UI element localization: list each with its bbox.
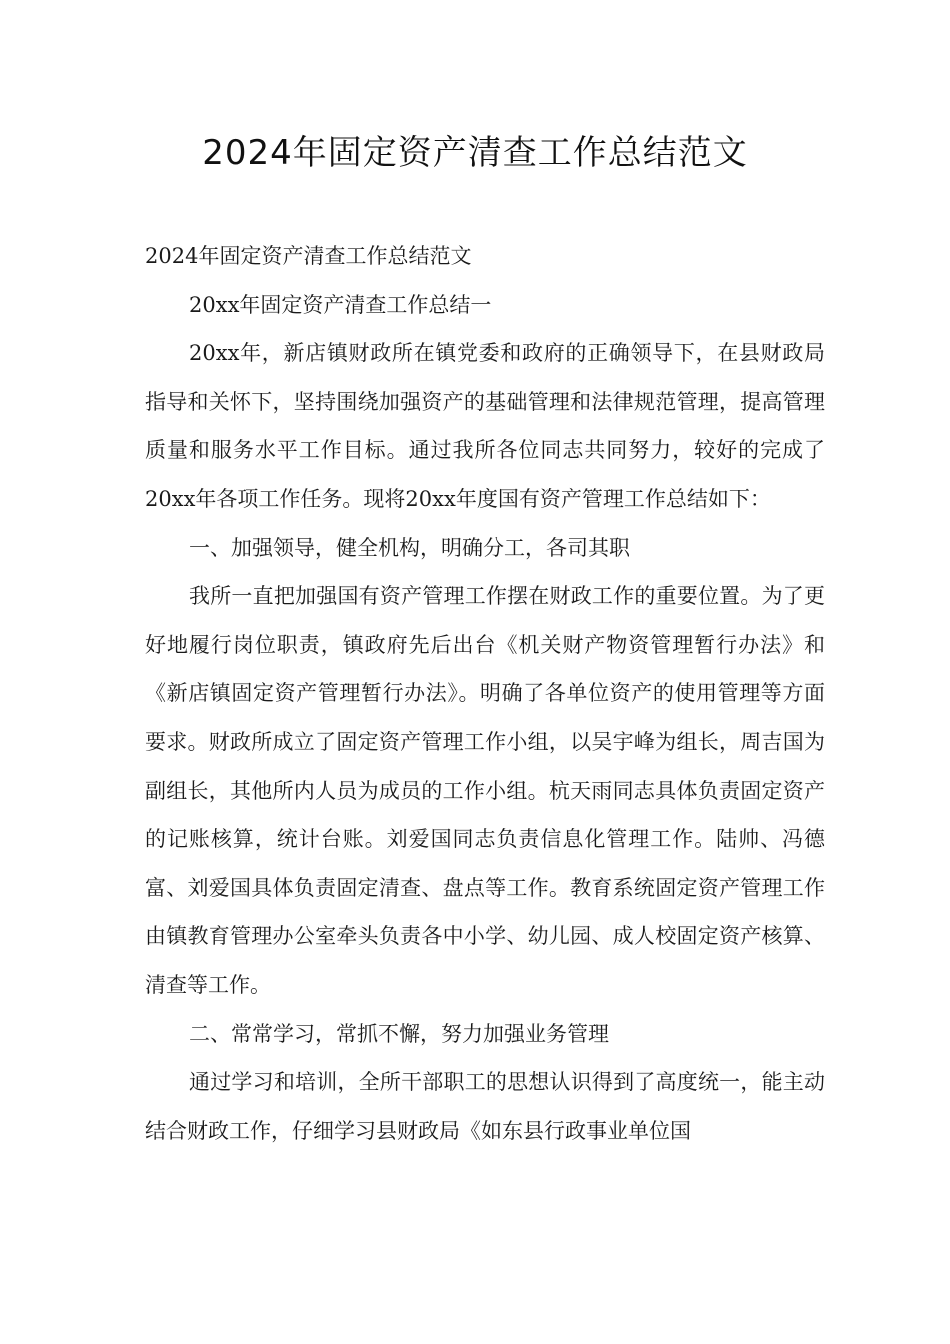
paragraph-heading-1: 一、加强领导，健全机构，明确分工，各司其职 [189,535,630,560]
document-title: 2024年固定资产清查工作总结范文 [202,133,748,173]
paragraph-heading-2: 二、常常学习，常抓不懈，努力加强业务管理 [189,1021,609,1046]
document-body [145,232,825,1155]
paragraph-section-heading: 20xx年固定资产清查工作总结一 [189,292,492,317]
paragraph: 我所一直把加强国有资产管理工作摆在财政工作的重要位置。为了更好地履行岗位职责，镇政府先后出台《机关财产物资管理暂行办法》和《新店镇固定资产管理暂行办法》。明确了各单位资产的使用管理等方面要求。财政所成立了固定资产管理工作小组，以吴宇峰为组长，周吉国为副组长，其他所内人员为成员的工作小组。杭天雨同志具体负责固定资产的记账核算，统计台账。刘爱国同志负责信息化管理工作。陆帅、冯德富、刘爱国具体负责固定清查、盘点等工作。教育系统固定资产管理工作由镇教育管理办公室牵头负责各中小学、幼儿园、成人校固定资产核算、清查等工作。 [145,584,825,997]
paragraph: 20xx年，新店镇财政所在镇党委和政府的正确领导下，在县财政局指导和关怀下，坚持围绕加强资产的基础管理和法律规范管理，提高管理质量和服务水平工作目标。通过我所各位同志共同努力，较好的完成了20xx年各项工作任务。现将20xx年度国有资产管理工作总结如下： [145,341,825,511]
paragraph-subtitle: 2024年固定资产清查工作总结范文 [145,244,472,268]
paragraph: 通过学习和培训，全所干部职工的思想认识得到了高度统一，能主动结合财政工作，仔细学习县财政局《如东县行政事业单位国 [145,1070,825,1143]
